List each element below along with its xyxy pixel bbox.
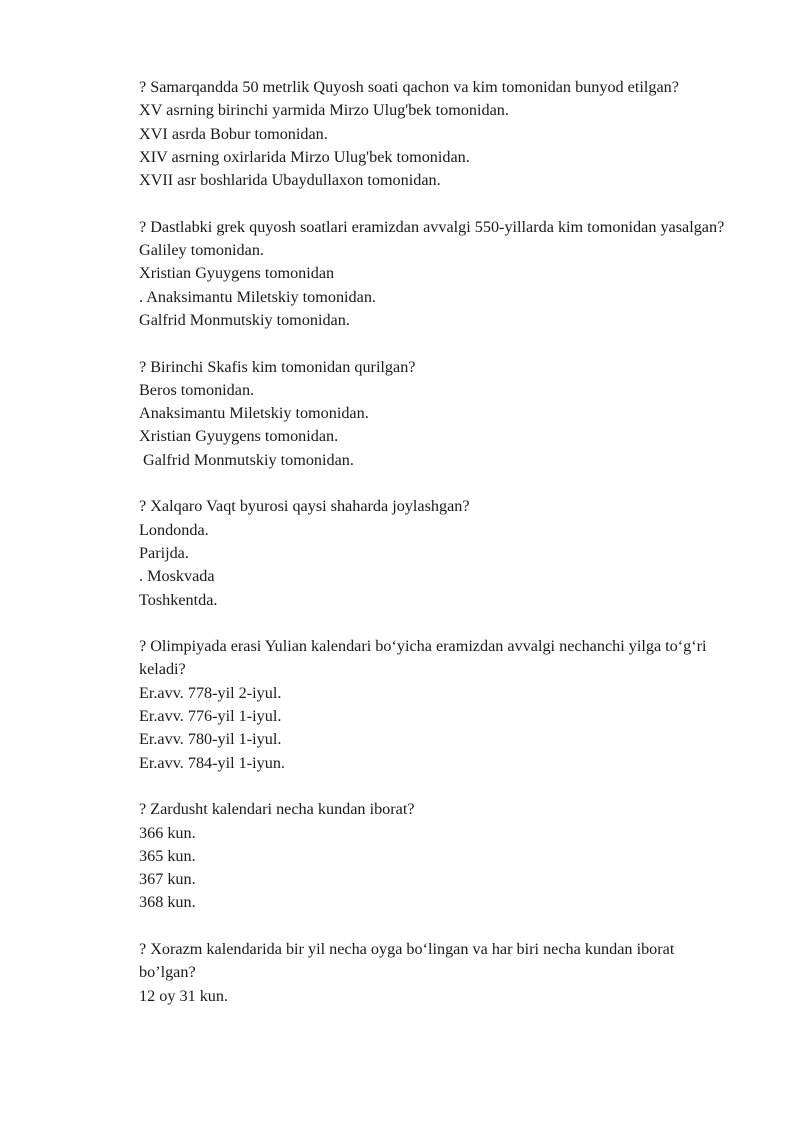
answer-option: Londonda. (139, 520, 209, 539)
question-text: ? Birinchi Skafis kim tomonidan qurilgan? (139, 357, 416, 376)
document-page (139, 76, 759, 1031)
answer-option: Er.avv. 776-yil 1-iyul. (139, 707, 282, 726)
question-block (139, 356, 759, 472)
question-text: ? Xalqaro Vaqt byurosi qaysi shaharda joylashgan? (139, 497, 470, 516)
question-block (139, 938, 759, 1008)
question-block (139, 216, 759, 332)
answer-option: XVI asrda Bobur tomonidan. (139, 124, 328, 143)
question-text: ? Dastlabki grek quyosh soatlari eramizdan avvalgi 550-yillarda kim tomonidan yasalgan? (139, 217, 725, 236)
answer-option: Er.avv. 784-yil 1-iyun. (139, 753, 285, 772)
answer-option: XIV asrning oxirlarida Mirzo Ulug'bek tomonidan. (139, 147, 470, 166)
question-text: ? Xorazm kalendarida bir yil necha oyga bo‘lingan va har biri necha kundan iborat bo’lgan? (139, 939, 679, 982)
answer-option: 367 kun. (139, 870, 196, 889)
answer-option: 366 kun. (139, 823, 196, 842)
answer-option: Galfrid Monmutskiy tomonidan. (139, 450, 354, 469)
answer-option: 365 kun. (139, 846, 196, 865)
answer-option: Galiley tomonidan. (139, 241, 264, 260)
question-text: ? Olimpiyada erasi Yulian kalendari bo‘yicha eramizdan avvalgi nechanchi yilga to‘g‘ri keladi? (139, 637, 711, 679)
answer-option: Xristian Gyuygens tomonidan (139, 264, 335, 283)
answer-option: Toshkentda. (139, 590, 218, 609)
answer-option: 368 kun. (139, 893, 196, 912)
question-block (139, 495, 759, 611)
answer-option: Beros tomonidan. (139, 380, 255, 399)
answer-option: XVII asr boshlarida Ubaydullaxon tomonidan. (139, 171, 441, 190)
question-block (139, 76, 759, 192)
question-block (139, 635, 759, 775)
answer-option: Galfrid Monmutskiy tomonidan. (139, 310, 350, 329)
answer-option: Parijda. (139, 543, 189, 562)
answer-option: XV asrning birinchi yarmida Mirzo Ulug'bek tomonidan. (139, 101, 509, 120)
answer-option: Anaksimantu Miletskiy tomonidan. (139, 404, 369, 423)
answer-option: Xristian Gyuygens tomonidan. (139, 427, 339, 446)
answer-option: 12 oy 31 kun. (139, 986, 229, 1005)
answer-option: . Moskvada (139, 567, 215, 586)
question-block (139, 798, 759, 914)
answer-option: Er.avv. 778-yil 2-iyul. (139, 683, 282, 702)
answer-option: Er.avv. 780-yil 1-iyul. (139, 730, 282, 749)
answer-option: . Anaksimantu Miletskiy tomonidan. (139, 287, 376, 306)
question-text: ? Samarqandda 50 metrlik Quyosh soati qachon va kim tomonidan bunyod etilgan? (139, 78, 679, 96)
question-text: ? Zardusht kalendari necha kundan iborat? (139, 800, 415, 819)
